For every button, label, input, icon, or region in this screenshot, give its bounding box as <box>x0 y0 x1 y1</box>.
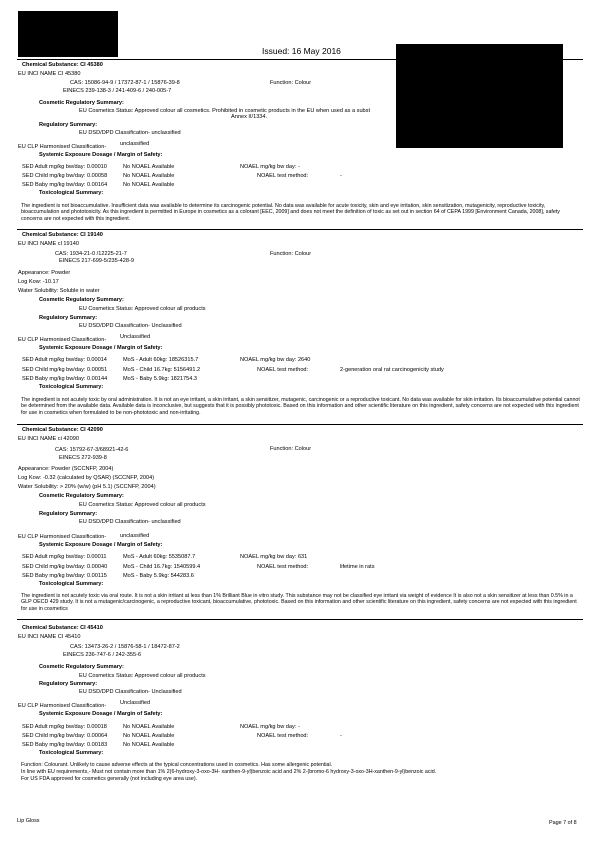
eu-clp-classification-label: EU CLP Harmonised Classification- <box>18 144 107 150</box>
eu-cosmetics-status: EU Cosmetics Status: Approved colour all products <box>79 502 206 508</box>
eu-cosmetics-status: EU Cosmetics Status: Approved colour all products <box>79 306 206 312</box>
mos-adult: MoS - Adult 60kg: 18526315.7 <box>123 357 199 363</box>
mos-adult: No NOAEL Available <box>123 724 175 730</box>
toxicological-summary-line-3: For US FDA approved for cosmetics generally (not including eye area use). <box>21 776 198 782</box>
noael-test-method-value: - <box>340 733 342 739</box>
einecs-number: EINECS 239-138-3 / 241-409-6 / 240-005-7 <box>63 88 172 94</box>
toxicological-summary-text: The ingredient is not acutely toxic via oral route. It is not a skin irritant at less than 1% Brilliant Blue in vitro study. This substance may not be classified eye irritant via weight of evidence It is also not a skin sensitizer at less than 0.5% in a GLP OECD 429 study. It is not a mutagenic/carcinogenic, a reproductive toxicant, bioaccumulative, phototoxic. Based on this information and other scientific literature on this ingredient, safety concerns are not expected with this ingredient for use in cosmetics <box>21 593 577 612</box>
chemical-substance-heading: Chemical Substance: CI 45380 <box>22 62 103 68</box>
sed-child: SED Child mg/kg bw/day: 0.00051 <box>22 367 108 373</box>
sed-child: SED Child mg/kg bw/day: 0.00064 <box>22 733 108 739</box>
eu-dsd-classification: EU DSD/DPD Classification- Unclassified <box>79 323 182 329</box>
divider <box>17 424 583 425</box>
noael: NOAEL mg/kg bw day: - <box>240 724 300 730</box>
redacted-logo-block <box>18 11 118 57</box>
regulatory-summary-label: Regulatory Summary: <box>39 315 98 321</box>
noael-test-method-value: 2-generation oral rat carcinogenicity study <box>340 367 444 373</box>
eu-clp-classification-label: EU CLP Harmonised Classification- <box>18 337 107 343</box>
water-solubility: Water Solubility: Soluble in water <box>18 288 100 294</box>
eu-clp-classification-label: EU CLP Harmonised Classification- <box>18 534 107 540</box>
eu-cosmetics-status-annex: Annex II/1334. <box>231 114 268 120</box>
chemical-substance-heading: Chemical Substance: CI 42090 <box>22 427 103 433</box>
mos-child: MoS - Child 16.7kg: 5156491.2 <box>123 367 201 373</box>
sed-adult: SED Adult mg/kg bw/day: 0.00010 <box>22 164 107 170</box>
eu-cosmetics-status: EU Cosmetics Status: Approved colour all products <box>79 673 206 679</box>
mos-baby: MoS - Baby 5.9kg: 1821754.3 <box>123 376 198 382</box>
sed-baby: SED Baby mg/kg bw/day: 0.00164 <box>22 182 108 188</box>
sed-baby: SED Baby mg/kg bw/day: 0.00115 <box>22 573 107 579</box>
issued-date: Issued: 16 May 2016 <box>262 46 341 56</box>
mos-child: MoS - Child 16.7kg: 1540599.4 <box>123 564 201 570</box>
inci-name: EU INCI NAME ci 42090 <box>18 436 79 442</box>
einecs-number: EINECS 272-939-8 <box>59 455 107 461</box>
noael-test-method-label: NOAEL test method: <box>257 564 309 570</box>
water-solubility: Water Solubility: > 20% (w/w) (pH 5.1) (SCCNFP, 2004) <box>18 484 156 490</box>
mos-baby: No NOAEL Available <box>123 182 175 188</box>
log-kow: Log Kow: -0.32 (calculated by QSAR) (SCCNFP, 2004) <box>18 475 155 481</box>
regulatory-summary-label: Regulatory Summary: <box>39 511 98 517</box>
noael: NOAEL mg/kg bw day: 631 <box>240 554 308 560</box>
chemical-substance-heading: Chemical Substance: CI 19140 <box>22 232 103 238</box>
sed-baby: SED Baby mg/kg bw/day: 0.00144 <box>22 376 108 382</box>
noael-test-method-value: - <box>340 173 342 179</box>
toxicological-summary-text: The ingredient is not bioaccumulative. Insufficient data was available to determine its carcinogenic potential. No data was available for acute toxicity, skin and eye irritation, skin sensitization, mutagenicity, reproductive toxicity, bioaccumulation and phototoxicity. As this ingredient is permitted in Europe in cosmetics as a colorant [EEC, 2009] and does not meet the definition of toxic as set out in section 64 of CEPA 1999 [Environment Canada, 2008], safety concerns are not expected with this ingredient. <box>21 203 560 222</box>
einecs-number: EINECS 217-699-5/235-428-9 <box>59 258 134 264</box>
cas-number: CAS: 15086-94-9 / 17372-87-1 / 15876-39-8 <box>70 80 180 86</box>
einecs-number: EINECS 236-747-6 / 242-355-6 <box>63 652 142 658</box>
eu-cosmetics-status: EU Cosmetics Status: Approved colour all cosmetics. Prohibited in cosmetic products in the EU when used as a subst <box>79 108 371 114</box>
eu-clp-classification-value: unclassified <box>120 141 150 147</box>
cosmetic-regulatory-summary-label: Cosmetic Regulatory Summary: <box>39 493 124 499</box>
toxicological-summary-line-1: Function: Colourant. Unlikely to cause adverse effects at the typical concentrations used in cosmetics. Has some allergenic potential. <box>21 762 333 768</box>
noael: NOAEL mg/kg bw day: 2640 <box>240 357 311 363</box>
inci-name: EU INCI NAME CI 45410 <box>18 634 81 640</box>
toxicological-summary-label: Toxicological Summary: <box>39 750 104 756</box>
noael-test-method-label: NOAEL test method: <box>257 173 309 179</box>
function: Function: Colour <box>270 446 312 452</box>
inci-name: EU INCI NAME cl 19140 <box>18 241 79 247</box>
sed-adult: SED Adult mg/kg bw/day: 0.00018 <box>22 724 107 730</box>
mos-child: No NOAEL Available <box>123 733 175 739</box>
log-kow: Log Kow: -10.17 <box>18 279 59 285</box>
sed-baby: SED Baby mg/kg bw/day: 0.00183 <box>22 742 108 748</box>
eu-dsd-classification: EU DSD/DPD Classification- unclassified <box>79 519 181 525</box>
eu-clp-classification-label: EU CLP Harmonised Classification- <box>18 703 107 709</box>
cosmetic-regulatory-summary-label: Cosmetic Regulatory Summary: <box>39 100 124 106</box>
systemic-exposure-label: Systemic Exposure Dosage / Margin of Safety: <box>39 152 163 158</box>
systemic-exposure-label: Systemic Exposure Dosage / Margin of Safety: <box>39 345 163 351</box>
noael-test-method-label: NOAEL test method: <box>257 367 309 373</box>
noael: NOAEL mg/kg bw day: - <box>240 164 300 170</box>
systemic-exposure-label: Systemic Exposure Dosage / Margin of Safety: <box>39 542 163 548</box>
mos-adult: No NOAEL Available <box>123 164 175 170</box>
toxicological-summary-label: Toxicological Summary: <box>39 581 104 587</box>
systemic-exposure-label: Systemic Exposure Dosage / Margin of Safety: <box>39 711 163 717</box>
noael-test-method-value: lifetime in rats <box>340 564 375 570</box>
appearance: Appearance: Powder (SCCNFP, 2004) <box>18 466 114 472</box>
noael-test-method-label: NOAEL test method: <box>257 733 309 739</box>
toxicological-summary-label: Toxicological Summary: <box>39 384 104 390</box>
sed-child: SED Child mg/kg bw/day: 0.00058 <box>22 173 108 179</box>
toxicological-summary-text: The ingredient is not acutely toxic by oral administration. It is not an eye irritant, a skin irritant, a skin sensitizer, mutagenic, carcinogenic or a reproductive toxicant. No data was available for skin irritation. Its bioaccumulative potential cannot be determined from the available data. Available data is inconclusive, but suggests that it is possibly phototoxic. Based on this information and other scientific literature on this ingredient, safety concerns are not expected with this ingredient for use in cosmetics when formulated to be non-phototoxic and non-irritating. <box>21 397 580 416</box>
mos-baby: MoS - Baby 5.9kg: 544283.6 <box>123 573 194 579</box>
footer-product-name: Lip Gloss <box>17 818 40 824</box>
cosmetic-regulatory-summary-label: Cosmetic Regulatory Summary: <box>39 297 124 303</box>
cosmetic-regulatory-summary-label: Cosmetic Regulatory Summary: <box>39 664 124 670</box>
function: Function: Colour <box>270 251 312 257</box>
regulatory-summary-label: Regulatory Summary: <box>39 681 98 687</box>
regulatory-summary-label: Regulatory Summary: <box>39 122 98 128</box>
eu-dsd-classification: EU DSD/DPD Classification- unclassified <box>79 130 181 136</box>
divider <box>17 59 583 60</box>
footer-page-number: Page 7 of 8 <box>549 820 577 826</box>
eu-clp-classification-value: unclassified <box>120 533 150 539</box>
eu-clp-classification-value: Unclassified <box>120 700 151 706</box>
eu-dsd-classification: EU DSD/DPD Classification- Unclassified <box>79 689 182 695</box>
toxicological-summary-line-2: In line with EU requirements,- Must not contain more than 1% 2(6-hydroxy-3-oxo-3H- xanthen-9-yl)benzoic acid and 2% 2-(bromo-6 hydroxy-3-oxo-3H-xanthen-9-yl)benzoic acid. <box>21 769 437 775</box>
mos-child: No NOAEL Available <box>123 173 175 179</box>
cas-number: CAS: 15792-67-3/68921-42-6 <box>55 447 129 453</box>
eu-clp-classification-value: Unclassified <box>120 334 151 340</box>
function: Function: Colour <box>270 80 312 86</box>
inci-name: EU INCI NAME CI 45380 <box>18 71 81 77</box>
mos-adult: MoS - Adult 60kg: 5535087.7 <box>123 554 196 560</box>
cas-number: CAS: 1934-21-0 /12225-21-7 <box>55 251 127 257</box>
appearance: Appearance: Powder <box>18 270 71 276</box>
sed-adult: SED Adult mg/kg bw/day: 0.00014 <box>22 357 107 363</box>
divider <box>17 229 583 230</box>
mos-baby: No NOAEL Available <box>123 742 175 748</box>
toxicological-summary-label: Toxicological Summary: <box>39 190 104 196</box>
sed-adult: SED Adult mg/kg bw/day: 0.00011 <box>22 554 107 560</box>
divider <box>17 619 583 620</box>
chemical-substance-heading: Chemical Substance: CI 45410 <box>22 625 103 631</box>
cas-number: CAS: 13473-26-2 / 15876-58-1 / 18472-87-2 <box>70 644 180 650</box>
sed-child: SED Child mg/kg bw/day: 0.00040 <box>22 564 108 570</box>
